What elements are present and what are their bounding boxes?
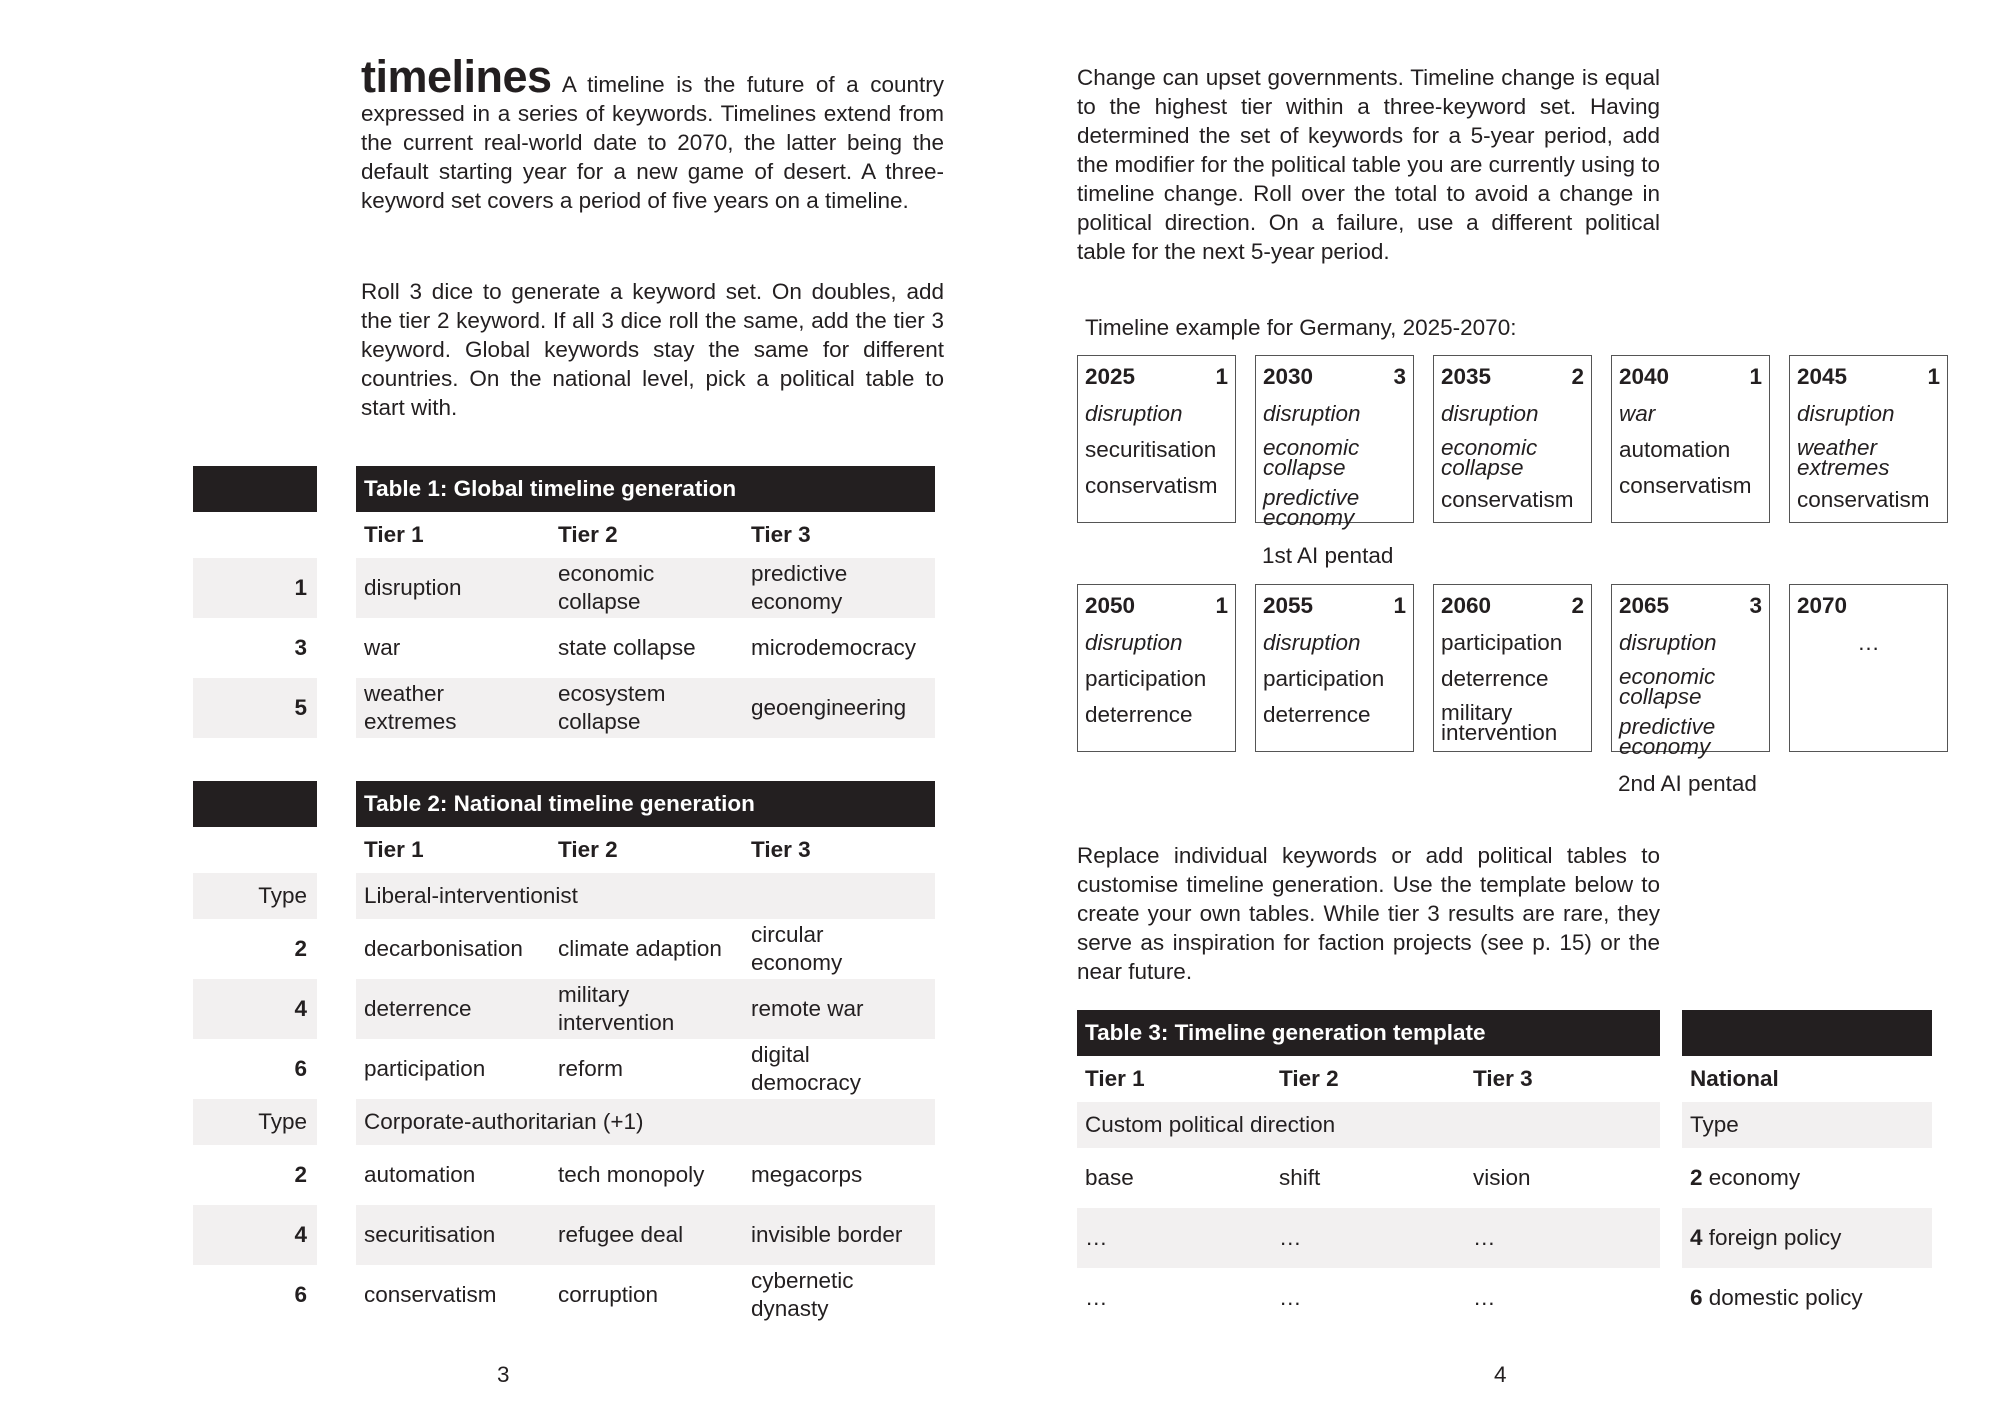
cell: tech monopoly	[558, 1162, 705, 1187]
political-type-row	[1077, 1102, 1660, 1148]
national-side-bar	[1682, 1010, 1932, 1056]
keyword: participation	[1085, 666, 1207, 691]
table2-header-row	[356, 827, 935, 873]
timeline-box	[1255, 584, 1414, 752]
change-value: 1	[1393, 593, 1406, 618]
keyword: disruption	[1263, 401, 1361, 426]
national-row	[1682, 1208, 1932, 1268]
cell: disruption	[364, 575, 462, 600]
political-type-row	[356, 1099, 935, 1145]
table1-roll-5: 5	[193, 678, 317, 738]
timeline-box	[1255, 355, 1414, 530]
timeline-box	[1789, 355, 1948, 523]
timeline-box	[1077, 584, 1236, 752]
roll-number: 6	[1690, 1285, 1703, 1310]
year: 2070	[1797, 593, 1848, 618]
cell: digital democracy	[751, 1042, 862, 1095]
national-row	[1682, 1148, 1932, 1208]
roll-label: 4	[193, 1205, 317, 1265]
cell: shift	[1279, 1165, 1321, 1190]
timeline-box	[1433, 355, 1592, 523]
roll-label: 2	[294, 1162, 307, 1187]
political-type: Custom political direction	[1085, 1112, 1336, 1137]
year: 2035	[1441, 364, 1492, 389]
table1-roll-1: 1	[193, 558, 317, 618]
table1-title-bar	[356, 466, 935, 512]
table-row	[356, 979, 935, 1039]
cell: circular economy	[751, 922, 843, 975]
cell: …	[1473, 1285, 1496, 1310]
roll-label: 6	[294, 1056, 307, 1081]
keyword: conservatism	[1085, 473, 1218, 498]
keyword: automation	[1619, 437, 1731, 462]
table-row	[356, 1145, 935, 1205]
keyword: economic collapse	[1263, 435, 1360, 480]
timeline-box	[1789, 584, 1948, 752]
table2-header-tier1: Tier 1	[364, 837, 424, 862]
change-value: 2	[1571, 593, 1584, 618]
political-type: Liberal-interventionist	[364, 883, 578, 908]
type-label: Type	[193, 1099, 317, 1145]
cell: invisible border	[751, 1222, 903, 1247]
change-value: 2	[1571, 364, 1584, 389]
timeline-box	[1077, 355, 1236, 523]
national-category: economy	[1708, 1165, 1801, 1190]
keyword: economic collapse	[1619, 664, 1716, 709]
cell: vision	[1473, 1165, 1531, 1190]
section-title: timelines	[361, 51, 552, 102]
intro-paragraph	[361, 51, 944, 215]
table-row	[356, 678, 935, 738]
cell: automation	[364, 1162, 476, 1187]
table1-title: Table 1: Global timeline generation	[364, 476, 737, 501]
cell: base	[1085, 1165, 1134, 1190]
table1-header-tier2: Tier 2	[558, 522, 618, 547]
cell: predictive economy	[751, 561, 848, 614]
keyword: predictive economy	[1619, 714, 1716, 759]
year: 2055	[1263, 593, 1314, 618]
table3-header-tier2: Tier 2	[1279, 1066, 1339, 1091]
dice-paragraph: Roll 3 dice to generate a keyword set. On doubles, add the tier 2 keyword. If all 3 dice roll the same, add the tier 3 keyword. Global keywords stay the same for different countries. On the national level, pick a political table to start with.	[361, 279, 944, 420]
table3-header-row	[1077, 1056, 1660, 1102]
cell: decarbonisation	[364, 936, 523, 961]
customise-paragraph: Replace individual keywords or add political tables to customise timeline generation. Use the template below to create your own tables. While tier 3 results are rare, they serve as inspiration for faction projects (see p. 15) or the near future.	[1077, 843, 1660, 984]
table-row	[356, 1039, 935, 1099]
change-value: 1	[1215, 364, 1228, 389]
national-header	[1682, 1056, 1932, 1102]
change-value: 3	[1393, 364, 1406, 389]
table1-header-row	[356, 512, 935, 558]
cell: participation	[364, 1056, 486, 1081]
roll-label: 6	[294, 1282, 307, 1307]
change-value: 1	[1215, 593, 1228, 618]
cell: ecosystem collapse	[558, 681, 666, 734]
keyword: securitisation	[1085, 437, 1217, 462]
keyword: disruption	[1619, 630, 1717, 655]
cell: …	[1085, 1285, 1108, 1310]
table-row	[356, 618, 935, 678]
keyword: conservatism	[1797, 487, 1930, 512]
year: 2045	[1797, 364, 1848, 389]
change-value: 1	[1749, 364, 1762, 389]
national-header-label: National	[1690, 1066, 1779, 1091]
cell: economic collapse	[558, 561, 655, 614]
cell: remote war	[751, 996, 864, 1021]
roll-label: 2	[294, 936, 307, 961]
year: 2025	[1085, 364, 1136, 389]
cell: …	[1473, 1225, 1496, 1250]
political-type-row	[356, 873, 935, 919]
cell: securitisation	[364, 1222, 496, 1247]
table2-title: Table 2: National timeline generation	[364, 791, 755, 816]
cell: state collapse	[558, 635, 696, 660]
keyword: conservatism	[1441, 487, 1574, 512]
cell: megacorps	[751, 1162, 863, 1187]
cell: geoengineering	[751, 695, 907, 720]
cell: deterrence	[364, 996, 472, 1021]
change-value: 1	[1927, 364, 1940, 389]
table1-roll-3: 3	[294, 635, 307, 660]
national-category: foreign policy	[1708, 1225, 1842, 1250]
national-type-row	[1682, 1102, 1932, 1148]
roll-label: 4	[193, 979, 317, 1039]
example-title: Timeline example for Germany, 2025-2070:	[1085, 315, 1517, 340]
change-paragraph: Change can upset governments. Timeline change is equal to the highest tier within a three-keyword set. Having determined the set of keywords for a 5-year period, add the modifier for the political table you are currently using to timeline change. Roll over the total to avoid a change in political direction. On a failure, use a different political table for the next 5-year period.	[1077, 65, 1660, 264]
keyword: disruption	[1263, 630, 1361, 655]
national-type-label: Type	[1690, 1112, 1739, 1137]
table3-header-tier3: Tier 3	[1473, 1066, 1533, 1091]
keyword: participation	[1263, 666, 1385, 691]
cell: microdemocracy	[751, 635, 917, 660]
keyword: disruption	[1085, 630, 1183, 655]
keyword: deterrence	[1441, 666, 1549, 691]
table-row	[1077, 1148, 1660, 1208]
pentad-2-label: 2nd AI pentad	[1618, 771, 1757, 796]
cell: corruption	[558, 1282, 659, 1307]
ellipsis: …	[1857, 630, 1880, 655]
keyword: participation	[1441, 630, 1563, 655]
table-row	[356, 919, 935, 979]
keyword: economic collapse	[1441, 435, 1538, 480]
table1-side-bar	[193, 466, 317, 512]
table1-header-tier3: Tier 3	[751, 522, 811, 547]
keyword: war	[1619, 401, 1656, 426]
year: 2060	[1441, 593, 1492, 618]
year: 2030	[1263, 364, 1314, 389]
table2-header-tier2: Tier 2	[558, 837, 618, 862]
table1-header-tier1: Tier 1	[364, 522, 424, 547]
intro-text: A timeline is the future of a country expressed in a series of keywords. Timelines extend from the current real-world date to 2070, the latter being the default starting year for a new game of desert. A three-keyword set covers a period of five years on a timeline.	[361, 72, 944, 213]
cell: …	[1279, 1225, 1302, 1250]
cell: refugee deal	[558, 1222, 684, 1247]
table2-title-bar	[356, 781, 935, 827]
keyword: military intervention	[1441, 700, 1558, 745]
cell: conservatism	[364, 1282, 497, 1307]
year: 2065	[1619, 593, 1670, 618]
table3-title: Table 3: Timeline generation template	[1085, 1020, 1486, 1045]
table2-side-bar	[193, 781, 317, 827]
cell: war	[364, 635, 401, 660]
table-row	[356, 1205, 935, 1265]
table3-title-bar	[1077, 1010, 1660, 1056]
cell: weather extremes	[364, 681, 457, 734]
roll-number: 2	[1690, 1165, 1703, 1190]
keyword: weather extremes	[1797, 435, 1890, 480]
keyword: conservatism	[1619, 473, 1752, 498]
roll-number: 4	[1690, 1225, 1703, 1250]
keyword: disruption	[1085, 401, 1183, 426]
type-label: Type	[193, 873, 317, 919]
keyword: disruption	[1797, 401, 1895, 426]
cell: cybernetic dynasty	[751, 1268, 854, 1321]
cell: reform	[558, 1056, 624, 1081]
page-number-left: 3	[497, 1362, 510, 1387]
national-row	[1682, 1268, 1932, 1328]
keyword: predictive economy	[1263, 485, 1360, 530]
cell: climate adaption	[558, 936, 722, 961]
cell: …	[1279, 1285, 1302, 1310]
table3-header-tier1: Tier 1	[1085, 1066, 1145, 1091]
keyword: deterrence	[1263, 702, 1371, 727]
table2-header-tier3: Tier 3	[751, 837, 811, 862]
cell: …	[1085, 1225, 1108, 1250]
timeline-box	[1611, 584, 1770, 759]
timeline-box	[1433, 584, 1592, 752]
change-value: 3	[1749, 593, 1762, 618]
year: 2050	[1085, 593, 1136, 618]
pentad-1-label: 1st AI pentad	[1262, 543, 1394, 568]
table-row	[1077, 1208, 1660, 1268]
political-type: Corporate-authoritarian (+1)	[364, 1109, 644, 1134]
timeline-box	[1611, 355, 1770, 523]
page-number-right: 4	[1494, 1362, 1507, 1387]
keyword: deterrence	[1085, 702, 1193, 727]
table-row	[1077, 1268, 1660, 1328]
table-row	[356, 558, 935, 618]
keyword: disruption	[1441, 401, 1539, 426]
table-row	[356, 1265, 935, 1325]
cell: military intervention	[558, 982, 675, 1035]
national-category: domestic policy	[1708, 1285, 1863, 1310]
year: 2040	[1619, 364, 1670, 389]
